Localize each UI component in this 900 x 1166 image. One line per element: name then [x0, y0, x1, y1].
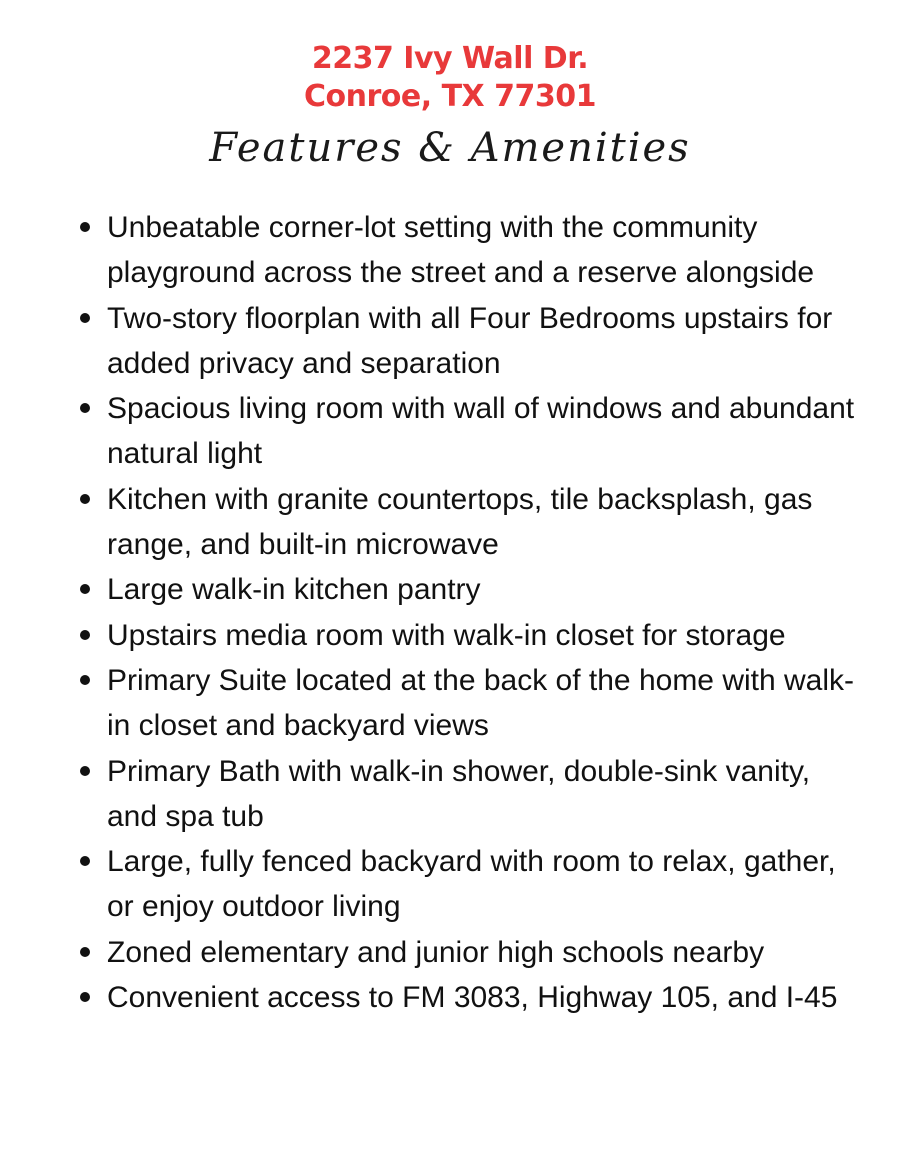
feature-text: Two-story floorplan with all Four Bedrooms upstairs for added privacy and separation	[107, 301, 833, 380]
feature-text: Primary Bath with walk-in shower, double-sink vanity, and spa tub	[107, 754, 811, 833]
feature-item	[0, 839, 900, 930]
bullet-icon	[80, 313, 90, 323]
feature-text: Large walk-in kitchen pantry	[107, 573, 481, 607]
bullet-icon	[80, 947, 90, 957]
bullet-icon	[80, 766, 90, 776]
feature-text: Primary Suite located at the back of the home with walk-in closet and backyard views	[107, 663, 855, 743]
bullet-icon	[80, 494, 90, 504]
address-city-state-zip: Conroe, TX 77301	[304, 79, 596, 114]
bullet-icon	[80, 675, 90, 685]
bullet-icon	[80, 630, 90, 640]
feature-item	[0, 477, 900, 568]
feature-text: Upstairs media room with walk-in closet for storage	[107, 618, 786, 652]
feature-text: Spacious living room with wall of windows and abundant natural light	[107, 392, 855, 471]
feature-item	[0, 975, 900, 1020]
feature-item	[0, 386, 900, 477]
feature-text: Kitchen with granite countertops, tile backsplash, gas range, and built-in microwave	[107, 482, 813, 562]
bullet-icon	[80, 584, 90, 594]
feature-item	[0, 613, 900, 658]
feature-item	[0, 658, 900, 749]
feature-text: Zoned elementary and junior high schools nearby	[107, 935, 765, 969]
feature-item	[0, 930, 900, 975]
feature-item	[0, 567, 900, 612]
features-list	[0, 205, 900, 1020]
bullet-icon	[80, 992, 90, 1002]
feature-text: Unbeatable corner-lot setting with the community playground across the street and a reserve alongside	[107, 211, 815, 290]
features-amenities-heading: Features & Amenities	[209, 125, 691, 171]
feature-text: Convenient access to FM 3083, Highway 105, and I-45	[107, 981, 838, 1015]
bullet-icon	[80, 403, 90, 413]
feature-item	[0, 749, 900, 840]
address-street: 2237 Ivy Wall Dr.	[311, 41, 589, 76]
bullet-icon	[80, 222, 90, 232]
bullet-icon	[80, 856, 90, 866]
feature-item	[0, 205, 900, 296]
feature-text: Large, fully fenced backyard with room to relax, gather, or enjoy outdoor living	[107, 845, 836, 924]
feature-item	[0, 296, 900, 387]
